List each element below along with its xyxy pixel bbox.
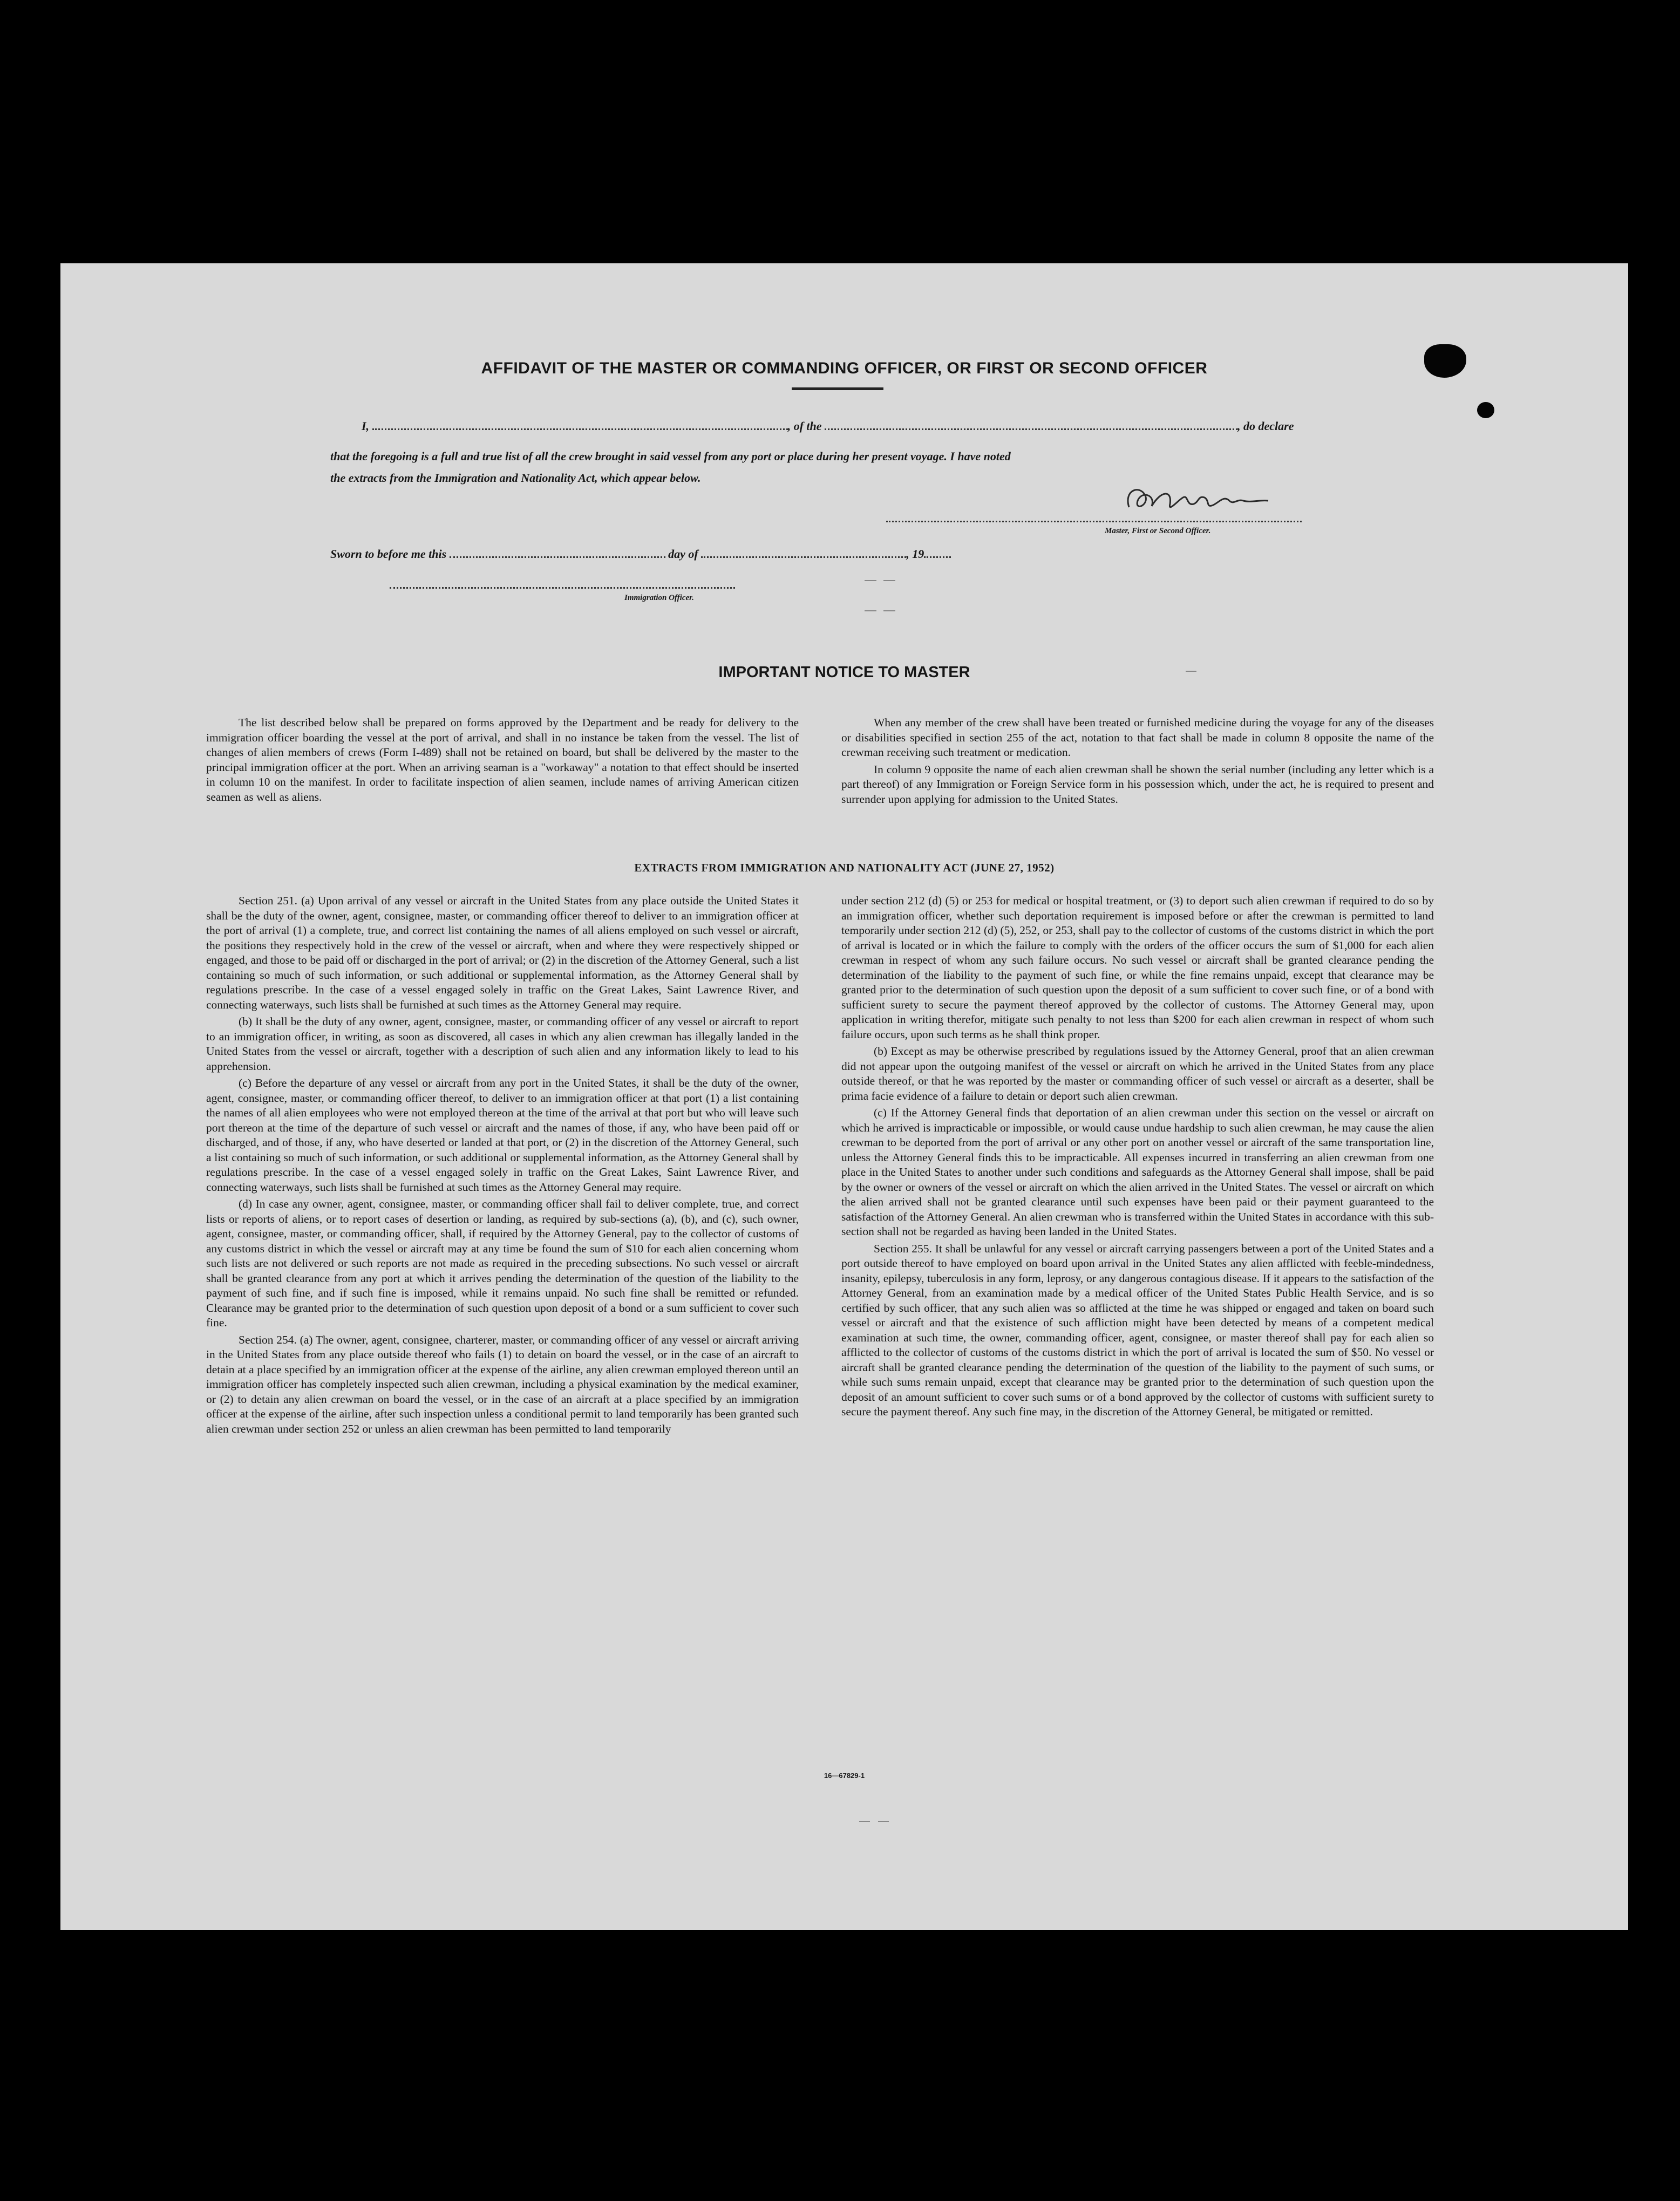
master-signature xyxy=(1118,479,1275,522)
do-declare-label: , do declare xyxy=(1237,419,1294,433)
extracts-right-column xyxy=(841,894,1434,1422)
year-prefix: , 19 xyxy=(906,547,924,561)
notice-paragraph: In column 9 opposite the name of each alien crewman shall be shown the serial number (including any letter which is a part thereof) of any Immigration or Foreign Service form in his possession which, under the act, he is required to present and surrender upon applying for admission to the United States. xyxy=(841,762,1434,806)
notice-right-column xyxy=(841,716,1434,809)
affidavit-line-2: that the foregoing is a full and true list of all the crew brought in said vessel from any port or place during her present voyage. I have noted xyxy=(330,449,1011,463)
stray-mark xyxy=(883,580,895,581)
officer-caption: Immigration Officer. xyxy=(624,594,694,602)
sworn-line xyxy=(330,547,951,561)
extracts-title: EXTRACTS FROM IMMIGRATION AND NATIONALITY ACT (JUNE 27, 1952) xyxy=(634,861,1055,874)
ink-blot-small xyxy=(1477,402,1494,418)
notice-paragraph: The list described below shall be prepared on forms approved by the Department and be ready for delivery to the immigration officer boarding the vessel at the port of arrival, and shall in no instance be taken from the vessel. The list of changes of alien members of crews (Form I-489) shall not be retained on board, but shall be delivered by the master to the principal immigration officer at the port. When an arriving seaman is a "workaway" a notation to that effect should be inserted in column 10 on the manifest. In order to facilitate inspection of alien seamen, include names of arriving American citizen seamen as well as aliens. xyxy=(206,716,799,803)
declarant-label: I, xyxy=(362,419,370,433)
section-255: Section 255. It shall be unlawful for any vessel or aircraft carrying passengers between a port of the United States and a port outside thereof to have employed on board upon arrival in the United States any alien afflicted with feeble-mindedness, insanity, epilepsy, tuberculosis in any form, leprosy, or any dangerous contagious disease. If it appears to the satisfaction of the Attorney General, from an examination made by a medical officer of the United States Public Health Service, and is so certified by such officer, that any such alien was so afflicted at the time he was shipped or engaged and taken on board such vessel or aircraft and that the existence of such affliction might have been detected by means of a competent medical examination at such time, the owner, commanding officer, agent, consignee, or master thereof shall pay for each alien so afflicted to the collector of customs of the customs district in which the port of arrival is located the sum of $50. No vessel or aircraft shall be granted clearance pending the determination of the question of the liability to the payment of such sums, or while such sums remain unpaid, except that clearance may be granted prior to the determination of such question upon the deposit of an amount sufficient to cover such sums or of a bond approved by the collector of customs with sufficient surety to secure the payment thereof. Any such fine may, in the discretion of the Attorney General, be mitigated or remitted. xyxy=(841,1242,1434,1418)
notice-paragraph: When any member of the crew shall have been treated or furnished medicine during the voyage for any of the diseases or disabilities specified in section 255 of the act, notation to that fact shall be made in column 8 opposite the name of the crewman receiving such treatment or medication. xyxy=(841,716,1434,759)
notice-left-column xyxy=(206,716,799,807)
affidavit-title: AFFIDAVIT OF THE MASTER OR COMMANDING OFFICER, OR FIRST OR SECOND OFFICER xyxy=(481,359,1208,377)
sworn-month-blank xyxy=(701,547,906,558)
of-the-label: , of the xyxy=(787,419,822,433)
stray-mark xyxy=(878,1821,889,1822)
form-number: 16—67829-1 xyxy=(824,1771,865,1780)
immigration-officer-signature-line xyxy=(390,587,735,589)
notice-title: IMPORTANT NOTICE TO MASTER xyxy=(718,664,970,681)
year-blank xyxy=(924,547,951,558)
section-251b: (b) It shall be the duty of any owner, agent, consignee, master, or commanding officer of any vessel or aircraft to report to an immigration officer, in writing, as soon as discovered, all cases in which any alien crewman has illegally landed in the United States from the vessel or aircraft, together with a description of such alien and any information likely to lead to his apprehension. xyxy=(206,1015,799,1073)
section-254b: (b) Except as may be otherwise prescribed by regulations issued by the Attorney General, proof that an alien crewman did not appear upon the outgoing manifest of the vessel or aircraft on which he arrived in the United States from any place outside thereof, or that he was reported by the master or commanding officer of such vessel or aircraft as a deserter, shall be prima facie evidence of a failure to detain or deport such alien crewman. xyxy=(841,1045,1434,1102)
stray-mark xyxy=(865,580,876,581)
affidavit-line-1 xyxy=(362,419,1365,433)
declarant-name-blank xyxy=(372,419,788,430)
extracts-left-column xyxy=(206,894,799,1439)
stray-mark xyxy=(865,610,876,611)
day-of-label: day of xyxy=(668,547,698,561)
section-251a: Section 251. (a) Upon arrival of any vessel or aircraft in the United States from any place outside the United States it shall be the duty of the owner, agent, consignee, master, or commanding officer thereof to deliver to an immigration officer at the port of arrival (1) a complete, true, and correct list containing the names of all aliens employed on such vessel or aircraft, the positions they respectively hold in the crew of the vessel or aircraft, when and where they were respectively shipped or engaged, and those to be paid off or discharged in the port of arrival; or (2) in the discretion of the Attorney General, such a list containing so much of such information, or such additional or supplemental information, as the Attorney General shall by regulations prescribe. In the case of a vessel engaged solely in traffic on the Great Lakes, Saint Lawrence River, and connecting waterways, such lists shall be furnished at such times as the Attorney General may require. xyxy=(206,894,799,1011)
affidavit-line-3: the extracts from the Immigration and Nationality Act, which appear below. xyxy=(330,471,701,485)
master-caption: Master, First or Second Officer. xyxy=(1105,527,1211,535)
stray-mark xyxy=(883,610,895,611)
master-signature-line xyxy=(886,521,1302,522)
section-251c: (c) Before the departure of any vessel or aircraft from any port in the United States, it shall be the duty of the owner, agent, consignee, master, or commanding officer thereof, to deliver to an immigration officer at that port (1) a list containing the names of all alien employees who were not employed thereon at the time of the arrival at that port but who will leave such port thereon at the time of the departure of such vessel or aircraft and the names of those, if any, who have been paid off or discharged, and of those, if any, who have deserted or landed at that port, or (2) in the discretion of the Attorney General, such a list containing so much of such information, or such additional or supplemental information, as the Attorney General shall by regulations prescribe. In the case of a vessel engaged solely in traffic on the Great Lakes, Saint Lawrence River, and connecting waterways, such lists shall be furnished at such times as the Attorney General may require. xyxy=(206,1076,799,1194)
title-underline xyxy=(792,387,883,390)
section-254c: (c) If the Attorney General finds that deportation of an alien crewman under this section on the vessel or aircraft on which he arrived is impracticable or impossible, or would cause undue hardship to such alien crewman, he may cause the alien crewman to be deported from the port of arrival or any other port on another vessel or aircraft of the same transportation line, unless the Attorney General finds this to be impracticable. All expenses incurred in transferring an alien crewman from one place in the United States to another under such conditions and safeguards as the Attorney General shall impose, shall be paid by the owner or owners of the vessel or aircraft on which the alien arrived in the United States. The vessel or aircraft on which the alien arrived shall not be granted clearance until such expenses have been paid or their payment guaranteed to the satisfaction of the Attorney General. An alien crewman who is transferred within the United States in accordance with this sub-section shall not be regarded as having been landed in the United States. xyxy=(841,1106,1434,1238)
section-251d: (d) In case any owner, agent, consignee, master, or commanding officer shall fail to deliver complete, true, and correct lists or reports of aliens, or to report cases of desertion or landing, as required by sub-sections (a), (b), and (c), such owner, agent, consignee, master, or commanding officer, shall, if required by the Attorney General, pay to the collector of customs of any customs district in which the vessel or aircraft may at any time be found the sum of $10 for each alien concerning whom such lists are not delivered or such reports are not made as required in the preceding subsections. No such vessel or aircraft shall be granted clearance from any port at which it arrives pending the determination of the question of the liability to the payment of such fine, and if such fine is imposed, while it remains unpaid. No such fine shall be remitted or refunded. Clearance may be granted prior to the determination of such question upon deposit of a bond or a sum sufficient to cover such fine. xyxy=(206,1197,799,1329)
sworn-day-blank xyxy=(450,547,665,558)
section-254a-continued: under section 212 (d) (5) or 253 for medical or hospital treatment, or (3) to deport such alien crewman if required to do so by an immigration officer, whether such deportation requirement is imposed before or after the crewman is permitted to land temporarily under section 212 (d) (5), 252, or 253, shall pay to the collector of customs of the customs district in which the port of arrival is located or in which the failure to comply with the orders of the officer occurs the sum of $1,000 for each alien crewman in respect of whom any such failure occurs. No such vessel or aircraft shall be granted clearance pending the determination of the liability to the payment of such fine, or while the fine remains unpaid, except that clearance may be granted prior to the determination of such question upon the deposit of a sum sufficient to cover such fine, or of a bond with sufficient surety to secure the payment thereof approved by the collector of customs. The Attorney General may, upon application in writing therefor, mitigate such penalty to not less than $200 for each alien crewman in respect of whom such failure occurs, upon such terms as he shall think proper. xyxy=(841,894,1434,1041)
sworn-label: Sworn to before me this xyxy=(330,547,447,561)
document-page xyxy=(60,263,1628,1930)
vessel-name-blank xyxy=(825,419,1237,430)
stray-mark xyxy=(859,1821,870,1822)
section-254a: Section 254. (a) The owner, agent, consignee, charterer, master, or commanding officer of any vessel or aircraft arriving in the United States from any place outside thereof who fails (1) to detain on board the vessel, or in the case of an aircraft to detain at a place specified by an immigration officer at the expense of the airline, any alien crewman employed thereon until an immigration officer has completely inspected such alien crewman, including a physical examination by the medical examiner, or (2) to detain any alien crewman on board the vessel, or in the case of an aircraft at a place specified by an immigration officer at the expense of the airline, after such inspection unless a conditional permit to land temporarily has been granted such alien crewman under section 252 or unless an alien crewman has been permitted to land temporarily xyxy=(206,1333,799,1435)
